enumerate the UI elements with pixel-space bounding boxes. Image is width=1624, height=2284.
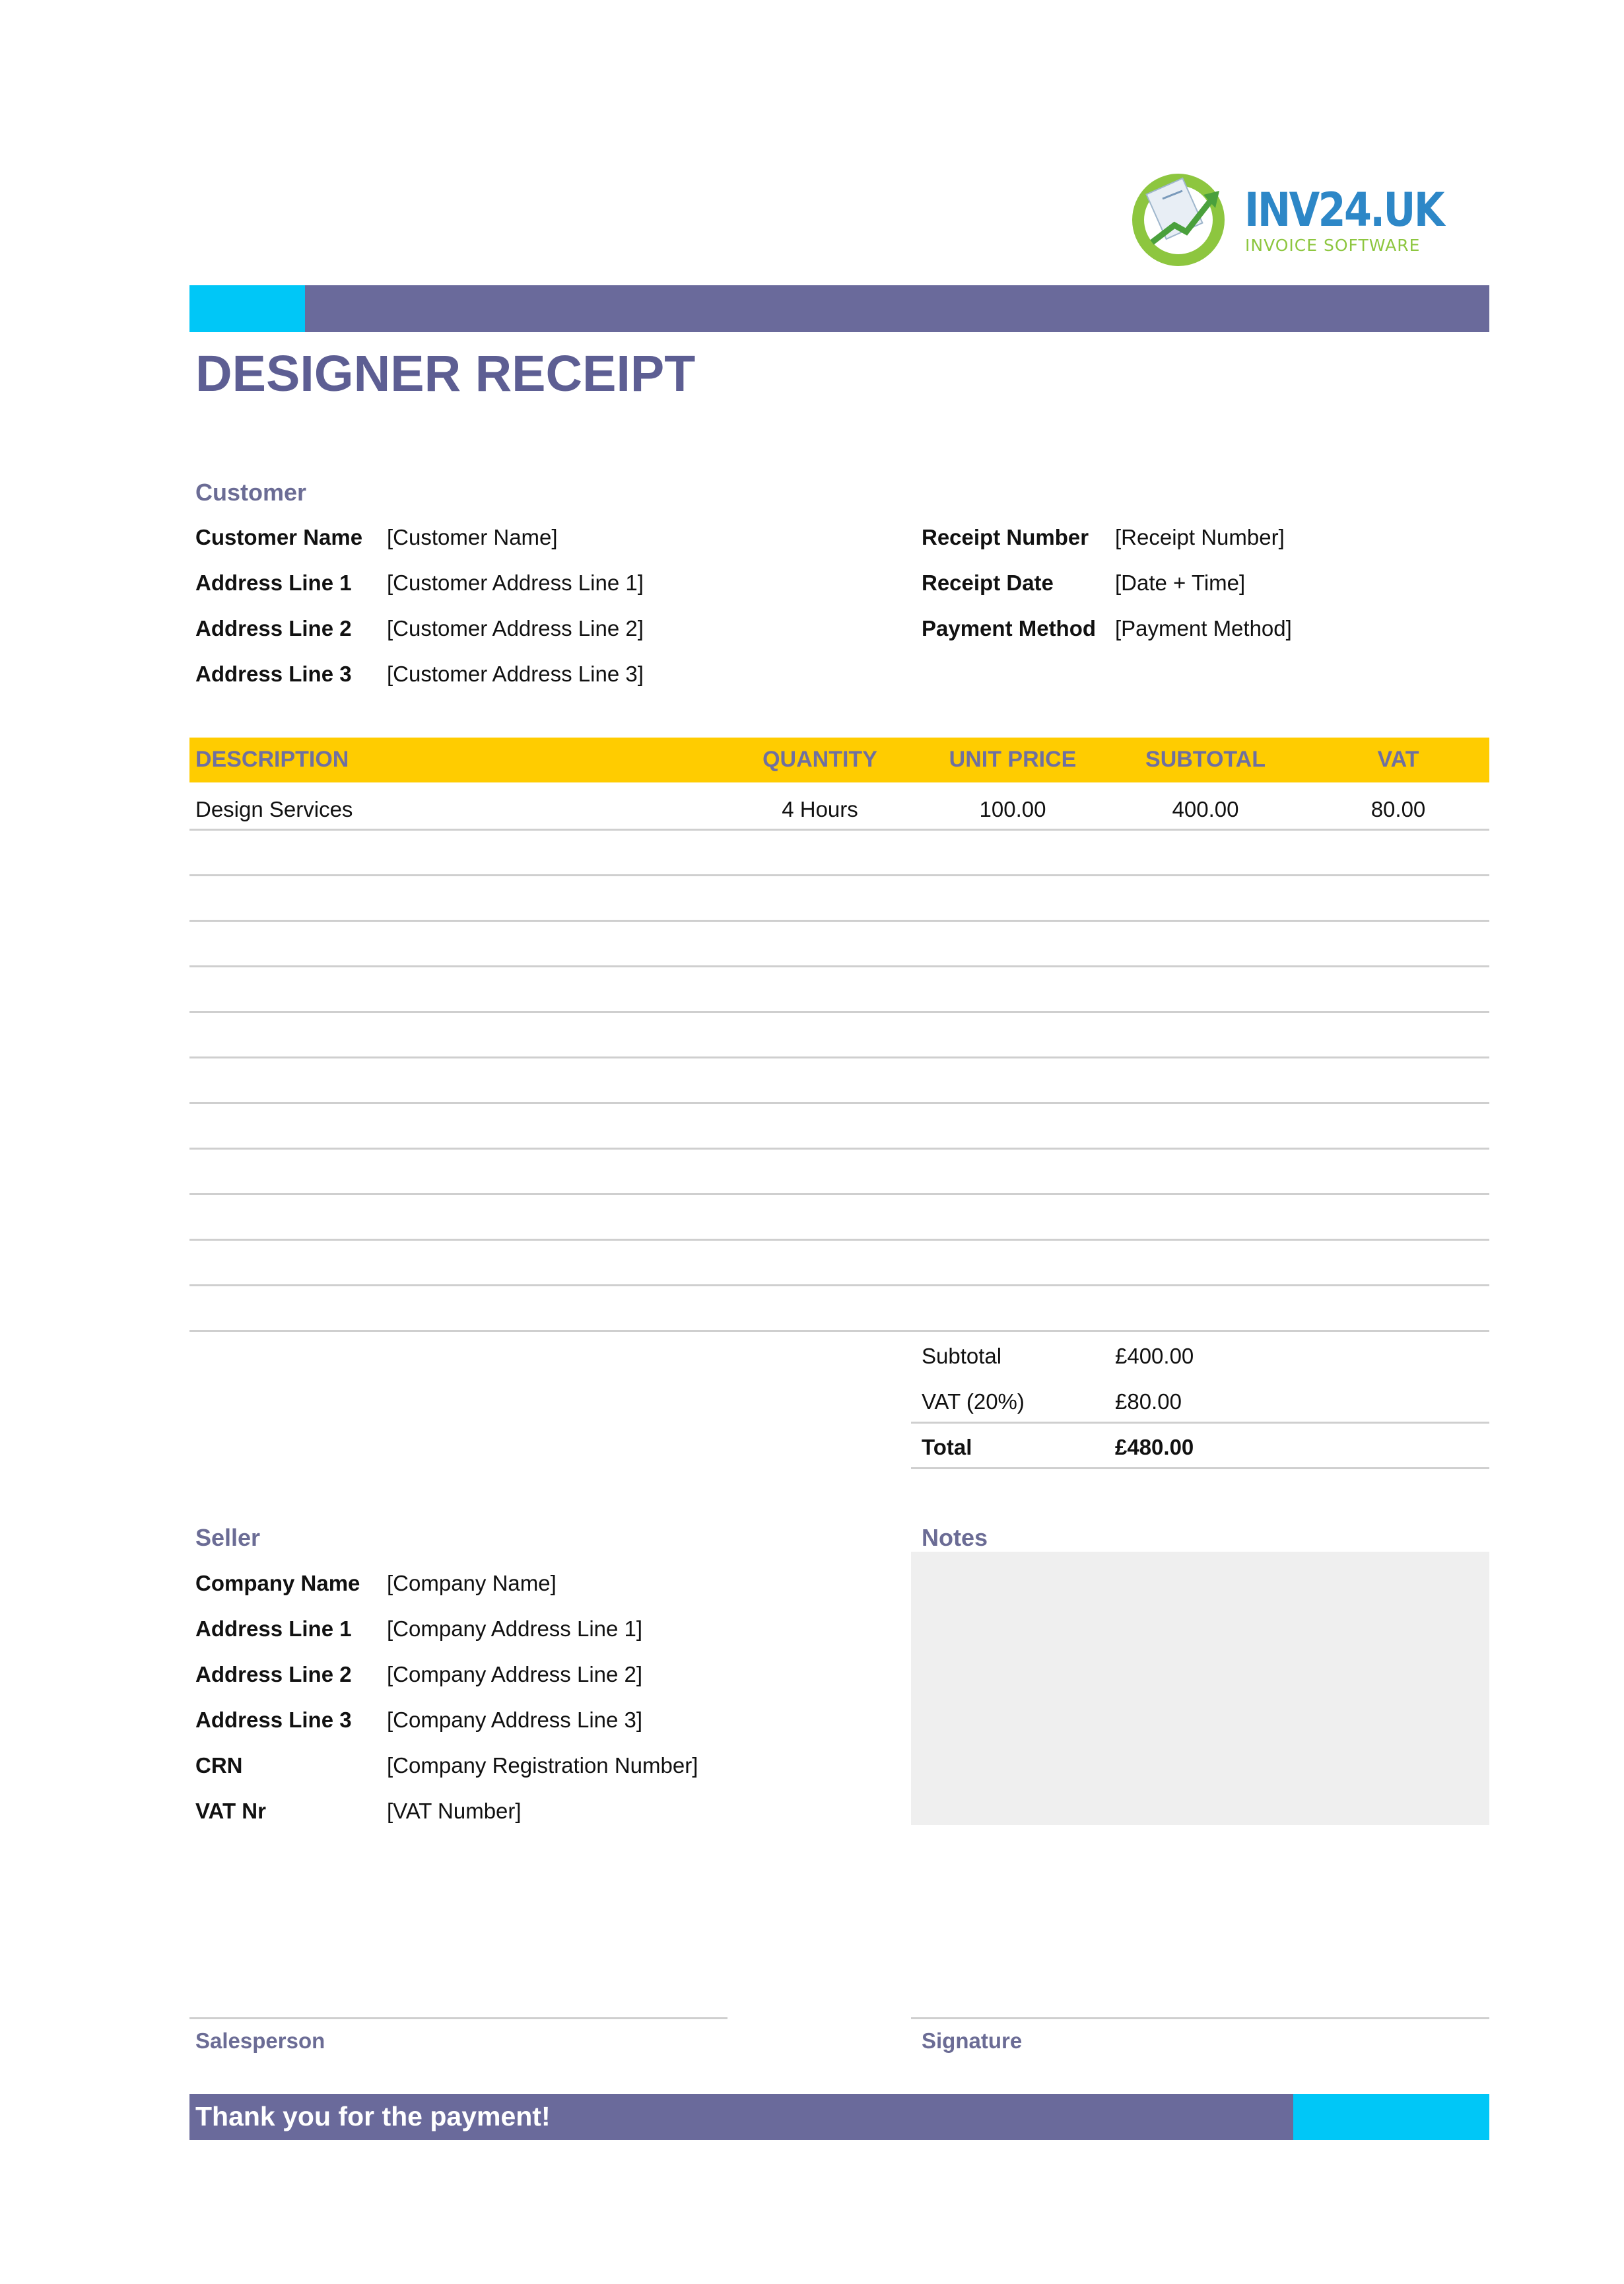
- vat-nr-value: [VAT Number]: [387, 1799, 522, 1823]
- table-row-line: [189, 1330, 1489, 1332]
- row1-unit-price: 100.00: [979, 797, 1046, 821]
- customer-address1-label: Address Line 1: [195, 571, 352, 595]
- totals-divider: [911, 1467, 1489, 1469]
- company-logo: [1126, 168, 1442, 274]
- company-address2-value: [Company Address Line 2]: [387, 1662, 643, 1686]
- table-row-line: [189, 829, 1489, 831]
- crn-value: [Company Registration Number]: [387, 1753, 698, 1778]
- table-row-line: [189, 920, 1489, 922]
- table-row-line: [189, 1148, 1489, 1150]
- total-value: £480.00: [1115, 1435, 1194, 1459]
- col-header-vat: VAT: [1377, 747, 1419, 772]
- table-row-line: [189, 1193, 1489, 1195]
- footer-thank-you: Thank you for the payment!: [195, 2101, 551, 2131]
- receipt-date-label: Receipt Date: [922, 571, 1054, 595]
- table-row-line: [189, 1056, 1489, 1058]
- company-address1-label: Address Line 1: [195, 1616, 352, 1641]
- totals-divider: [911, 1422, 1489, 1424]
- customer-address1-value: [Customer Address Line 1]: [387, 571, 644, 595]
- vat-nr-label: VAT Nr: [195, 1799, 266, 1823]
- subtotal-value: £400.00: [1115, 1344, 1194, 1368]
- customer-name-label: Customer Name: [195, 525, 363, 549]
- row1-subtotal: 400.00: [1172, 797, 1239, 821]
- subtotal-label: Subtotal: [922, 1344, 1002, 1368]
- receipt-date-value: [Date + Time]: [1115, 571, 1246, 595]
- customer-address3-value: [Customer Address Line 3]: [387, 662, 644, 686]
- col-header-quantity: QUANTITY: [762, 747, 877, 772]
- company-name-label: Company Name: [195, 1571, 360, 1595]
- customer-address2-label: Address Line 2: [195, 616, 352, 640]
- logo-graphic-icon: [1126, 168, 1244, 274]
- company-address3-value: [Company Address Line 3]: [387, 1708, 643, 1732]
- company-address2-label: Address Line 2: [195, 1662, 352, 1686]
- salesperson-line: [189, 2017, 727, 2019]
- col-header-subtotal: SUBTOTAL: [1145, 747, 1266, 772]
- receipt-number-label: Receipt Number: [922, 525, 1089, 549]
- table-row-line: [189, 1239, 1489, 1241]
- vat-value: £80.00: [1115, 1389, 1182, 1414]
- logo-wordmark: INV24.UK: [1244, 183, 1443, 237]
- table-row-line: [189, 874, 1489, 876]
- signature-label: Signature: [922, 2028, 1023, 2053]
- company-address1-value: [Company Address Line 1]: [387, 1616, 643, 1641]
- total-label: Total: [922, 1435, 972, 1459]
- logo-tagline: INVOICE SOFTWARE: [1245, 236, 1421, 255]
- header-bar-cyan: [189, 285, 305, 332]
- seller-heading: Seller: [195, 1524, 261, 1551]
- payment-method-value: [Payment Method]: [1115, 616, 1292, 640]
- row1-description: Design Services: [195, 797, 353, 821]
- col-header-unit-price: UNIT PRICE: [949, 747, 1077, 772]
- company-address3-label: Address Line 3: [195, 1708, 352, 1732]
- vat-label: VAT (20%): [922, 1389, 1025, 1414]
- header-bar-purple: [305, 285, 1489, 332]
- items-table-header: [189, 738, 1489, 782]
- crn-label: CRN: [195, 1753, 243, 1778]
- signature-line: [911, 2017, 1489, 2019]
- customer-address3-label: Address Line 3: [195, 662, 352, 686]
- notes-heading: Notes: [922, 1524, 988, 1551]
- table-row-line: [189, 1284, 1489, 1286]
- row1-quantity: 4 Hours: [782, 797, 858, 821]
- customer-name-value: [Customer Name]: [387, 525, 558, 549]
- page-title: DESIGNER RECEIPT: [195, 345, 696, 402]
- table-row-line: [189, 1102, 1489, 1104]
- notes-box: [911, 1552, 1489, 1825]
- receipt-number-value: [Receipt Number]: [1115, 525, 1285, 549]
- customer-address2-value: [Customer Address Line 2]: [387, 616, 644, 640]
- footer-bar-cyan: [1293, 2094, 1489, 2140]
- table-row-line: [189, 965, 1489, 967]
- table-row-line: [189, 1011, 1489, 1013]
- salesperson-label: Salesperson: [195, 2028, 325, 2053]
- customer-heading: Customer: [195, 479, 307, 506]
- col-header-description: DESCRIPTION: [195, 747, 349, 772]
- company-name-value: [Company Name]: [387, 1571, 557, 1595]
- payment-method-label: Payment Method: [922, 616, 1097, 640]
- row1-vat: 80.00: [1370, 797, 1426, 821]
